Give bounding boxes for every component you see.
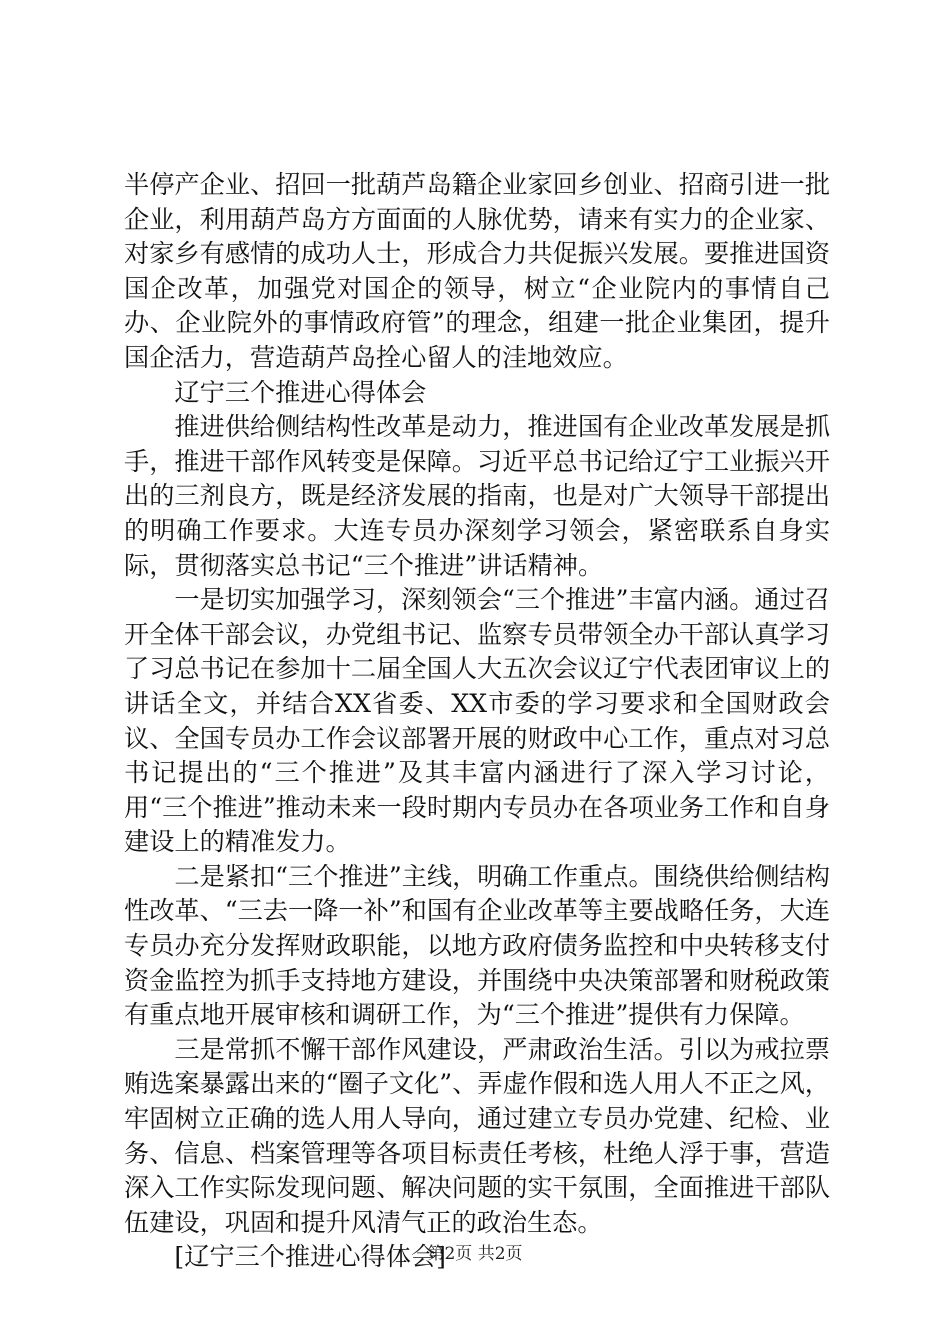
paragraph-intro: 推进供给侧结构性改革是动力，推进国有企业改革发展是抓手，推进干部作风转变是保障。习近平总书记给辽宁工业振兴开出的三剂良方，既是经济发展的指南，也是对广大领导干部提出的明确工作要求。大连专员办深刻学习领会，紧密联系自身实际，贯彻落实总书记“三个推进”讲话精神。 — [124, 412, 830, 580]
paragraph-continuation: 半停产企业、招回一批葫芦岛籍企业家回乡创业、招商引进一批企业，利用葫芦岛方方面面的人脉优势，请来有实力的企业家、对家乡有感情的成功人士，形成合力共促振兴发展。要推进国资国企改革，加强党对国企的领导，树立“企业院内的事情自己办、企业院外的事情政府管”的理念，组建一批企业集团，提升国企活力，营造葫芦岛拴心留人的洼地效应。 — [124, 170, 830, 372]
section-title: 辽宁三个推进心得体会 — [174, 377, 427, 407]
closing-title-bracketed: [辽宁三个推进心得体会] — [174, 1242, 446, 1272]
document-body — [124, 168, 830, 1275]
page-number-footer: 第2页 共2页 — [427, 1244, 523, 1264]
paragraph-point-one: 一是切实加强学习，深刻领会“三个推进”丰富内涵。通过召开全体干部会议，办党组书记、监察专员带领全办干部认真学习了习总书记在参加十二届全国人大五次会议辽宁代表团审议上的讲话全文，并结合XX省委、XX市委的学习要求和全国财政会议、全国专员办工作会议部署开展的财政中心工作，重点对习总书记提出的“三个推进”及其丰富内涵进行了深入学习讨论，用“三个推进”推动未来一段时期内专员办在各项业务工作和自身建设上的精准发力。 — [124, 585, 830, 857]
paragraph-point-three: 三是常抓不懈干部作风建设，严肃政治生活。引以为戒拉票贿选案暴露出来的“圈子文化”、弄虚作假和选人用人不正之风，牢固树立正确的选人用人导向，通过建立专员办党建、纪检、业务、信息、档案管理等各项目标责任考核，杜绝人浮于事，营造深入工作实际发现问题、解决问题的实干氛围，全面推进干部队伍建设，巩固和提升风清气正的政治生态。 — [124, 1034, 830, 1237]
paragraph-point-two: 二是紧扣“三个推进”主线，明确工作重点。围绕供给侧结构性改革、“三去一降一补”和国有企业改革等主要战略任务，大连专员办充分发挥财政职能，以地方政府债务监控和中央转移支付资金监控为抓手支持地方建设，并围绕中央决策部署和财税政策有重点地开展审核和调研工作，为“三个推进”提供有力保障。 — [124, 861, 830, 1030]
